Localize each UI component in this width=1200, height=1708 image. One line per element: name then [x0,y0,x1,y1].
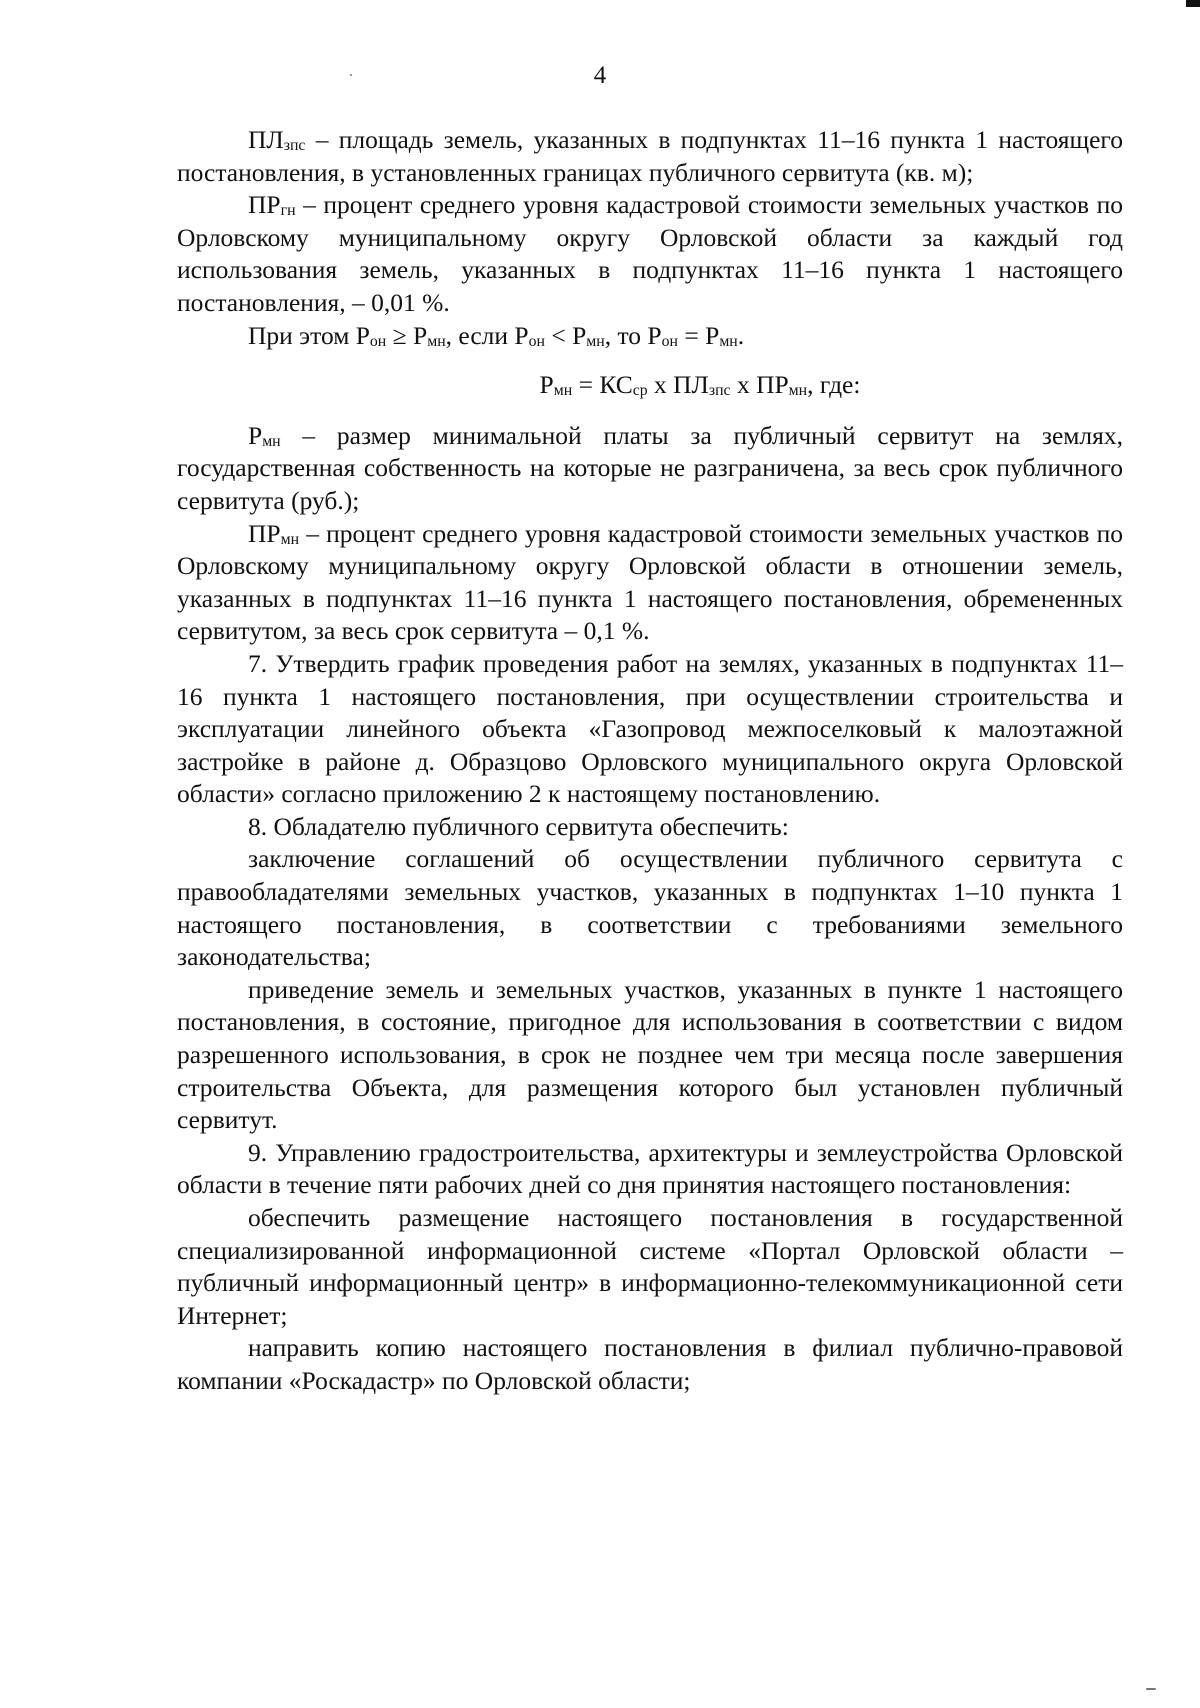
subscript-text: ср [632,382,648,400]
scan-speck [1146,1688,1156,1690]
subscript-text: мн [262,432,281,450]
body-paragraph [177,189,1123,319]
paragraph-text: ПР [248,190,281,220]
paragraph-text: 8. Обладателю публичного сервитута обеспечить: [248,811,789,841]
subscript-text: мн [788,382,808,400]
body-paragraph [177,1137,1123,1202]
paragraph-text: направить копию настоящего постановления в филиал публично-правовой компании «Роскадастр» по Орловской области; [177,1333,1123,1395]
body-paragraph [177,811,1123,844]
paragraph-text: При этом Р [248,320,370,350]
paragraph-text: – размер минимальной платы за публичный сервитут на землях, государственная собственность на которые не разграничена, за весь срок публичного сервитута (руб.); [177,420,1123,515]
subscript-text: мн [280,530,300,548]
body-paragraph [177,124,1123,189]
body-paragraph [177,1332,1123,1397]
body-paragraph [177,420,1123,518]
paragraph-text: – площадь земель, указанных в подпунктах 11–16 пункта 1 настоящего постановления, в установленных границах публичного сервитута (кв. м); [177,125,1123,187]
body-paragraph [177,518,1123,648]
paragraph-text: х ПЛ [647,370,709,400]
formula-line [177,369,1123,402]
subscript-text: зпс [283,137,306,154]
paragraph-text: . [737,320,745,350]
paragraph-text: х ПР [730,370,789,400]
subscript-text: он [661,332,678,350]
paragraph-text: = Р [677,320,720,350]
page-number: 4 [593,62,607,89]
subscript-text: он [369,332,387,350]
document-body [177,124,1123,1398]
paragraph-text: Р [248,420,263,450]
paragraph-text: 9. Управлению градостроительства, архитектуры и землеустройства Орловской области в течение пяти рабочих дней со дня принятия настоящего постановления: [177,1137,1123,1200]
subscript-text: мн [553,382,573,400]
paragraph-text: ≥ Р [386,320,428,350]
body-paragraph [177,843,1123,973]
body-paragraph [177,1202,1123,1332]
paragraph-text: ПР [248,518,281,548]
paragraph-text: , если Р [445,320,529,350]
paragraph-text: приведение земель и земельных участков, указанных в пункте 1 настоящего постановления, в состояние, пригодное для использования в соответствии с видом разрешенного использования, в срок не позднее чем три месяца после завершения строительства Объекта, для размещения которого был установлен публичный сервитут. [177,974,1123,1135]
subscript-text: гн [280,202,296,220]
body-paragraph [177,648,1123,811]
paragraph-text: < Р [544,320,587,350]
paragraph-text: 7. Утвердить график проведения работ на землях, указанных в подпунктах 11–16 пункта 1 настоящего постановления, при осуществлении строительства и эксплуатации линейного объекта «Газопровод межпоселковый к малоэтажной застройке в районе д. Образцово Орловского муниципального округа Орловской области» согласно приложению 2 к настоящему постановлению. [177,648,1123,809]
paragraph-text: , то Р [604,320,662,350]
paragraph-text: обеспечить размещение настоящего постановления в государственной специализированной информационной системе «Портал Орловской области – публичный информационный центр» в информационно-телекоммуникационной сети Интернет; [177,1203,1123,1330]
subscript-text: он [528,332,545,350]
subscript-text: зпс [708,382,731,400]
subscript-text: мн [427,332,446,350]
body-paragraph [177,974,1123,1137]
paragraph-text: Р [539,370,554,400]
paragraph-text: заключение соглашений об осуществлении публичного сервитута с правообладателями земельных участков, указанных в подпунктах 1–10 пункта 1 настоящего постановления, в соответствии с требованиями земельного законодательства; [177,844,1123,972]
paragraph-text: – процент среднего уровня кадастровой стоимости земельных участков по Орловскому муниципальному округу Орловской области за каждый год использования земель, указанных в подпунктах 11–16 пункта 1 настоящего постановления, – 0,01 %. [177,190,1123,317]
paragraph-text: = КС [572,370,633,400]
paragraph-text: ПЛ [248,125,284,154]
paragraph-text: , где: [807,370,861,400]
subscript-text: мн [586,332,605,350]
scan-edge-mark [1186,0,1200,7]
subscript-text: мн [719,332,738,350]
paragraph-text: – процент среднего уровня кадастровой стоимости земельных участков по Орловскому муниципальному округу Орловской области в отношении земель, указанных в подпунктах 11–16 пункта 1 настоящего постановления, обремененных сервитутом, за весь срок сервитута – 0,1 %. [177,518,1123,646]
body-paragraph [177,320,1123,353]
